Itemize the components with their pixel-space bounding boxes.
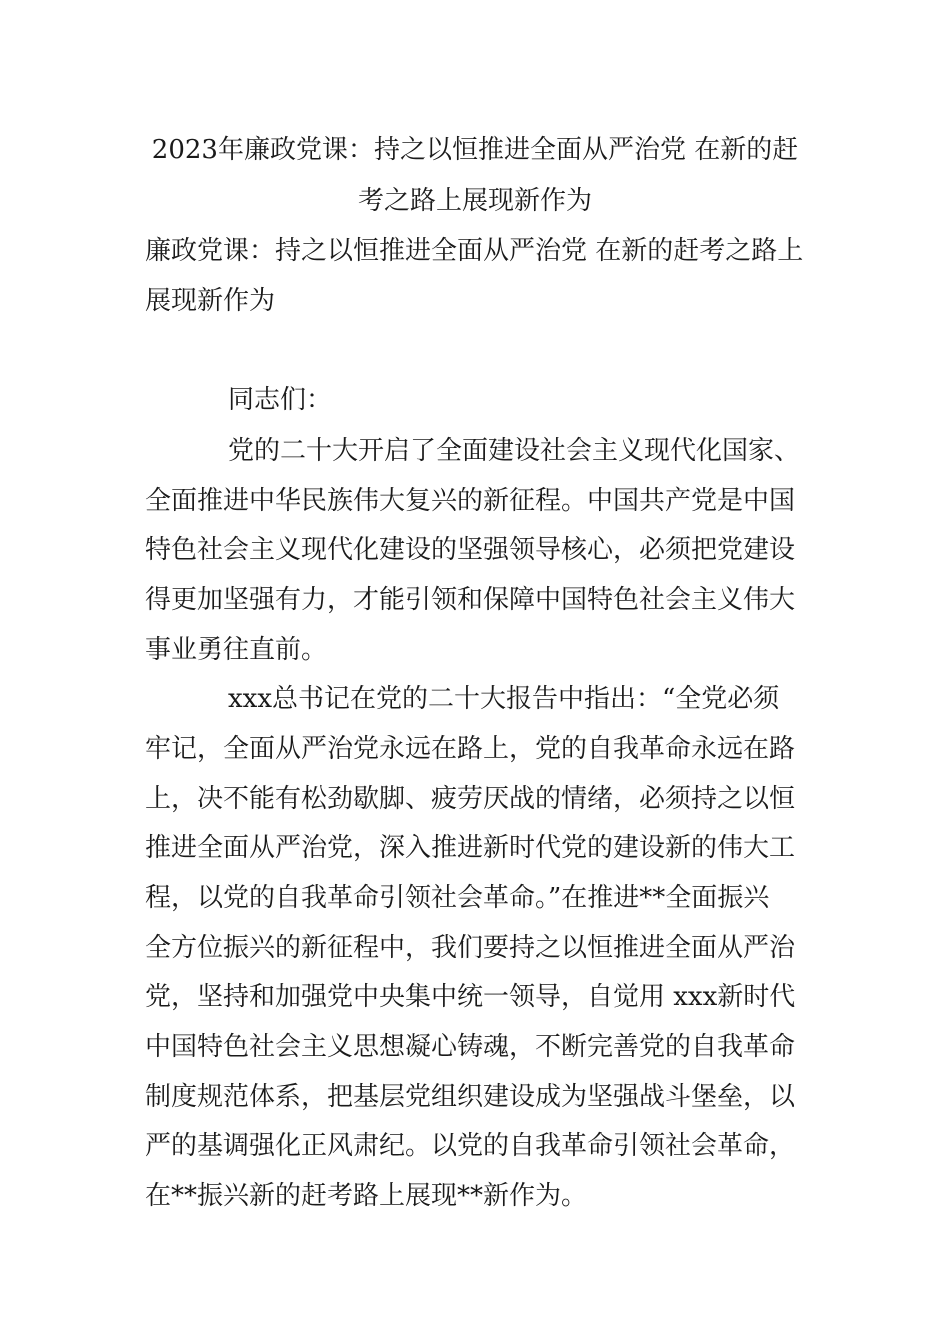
paragraph-2-line-4: 推进全面从严治党，深入推进新时代党的建设新的伟大工 bbox=[145, 833, 796, 863]
paragraph-2-line-7: 党，坚持和加强党中央集中统一领导，自觉用 xxx新时代 bbox=[145, 982, 796, 1012]
paragraph-2-line-10: 严的基调强化正风肃纪。以党的自我革命引领社会革命， bbox=[145, 1131, 796, 1161]
subtitle-line-2: 展现新作为 bbox=[145, 286, 276, 316]
paragraph-2-line-5: 程，以党的自我革命引领社会革命。”在推进**全面振兴 bbox=[145, 883, 770, 913]
paragraph-2-line-8: 中国特色社会主义思想凝心铸魂，不断完善党的自我革命 bbox=[145, 1032, 796, 1062]
paragraph-1-line-2: 全面推进中华民族伟大复兴的新征程。中国共产党是中国 bbox=[145, 486, 796, 516]
paragraph-2-line-6: 全方位振兴的新征程中，我们要持之以恒推进全面从严治 bbox=[145, 933, 796, 963]
paragraph-2-line-1: xxx总书记在党的二十大报告中指出：“全党必须 bbox=[228, 684, 780, 714]
paragraph-1-line-1: 党的二十大开启了全面建设社会主义现代化国家、 bbox=[228, 436, 801, 466]
subtitle-line-1: 廉政党课：持之以恒推进全面从严治党 在新的赶考之路上 bbox=[145, 236, 804, 266]
document-title-line-2: 考之路上展现新作为 bbox=[357, 186, 592, 216]
paragraph-2-line-9: 制度规范体系，把基层党组织建设成为坚强战斗堡垒，以 bbox=[145, 1082, 796, 1112]
document-title-line-1: 2023年廉政党课：持之以恒推进全面从严治党 在新的赶 bbox=[151, 135, 799, 165]
paragraph-1-line-4: 得更加坚强有力，才能引领和保障中国特色社会主义伟大 bbox=[145, 585, 796, 615]
paragraph-2-line-3: 上，决不能有松劲歇脚、疲劳厌战的情绪，必须持之以恒 bbox=[145, 784, 796, 814]
salutation: 同志们： bbox=[228, 385, 333, 415]
paragraph-2-line-11: 在**振兴新的赶考路上展现**新作为。 bbox=[145, 1181, 588, 1211]
paragraph-2-line-2: 牢记，全面从严治党永远在路上，党的自我革命永远在路 bbox=[145, 734, 796, 764]
paragraph-1-line-3: 特色社会主义现代化建设的坚强领导核心，必须把党建设 bbox=[145, 535, 796, 565]
paragraph-1-line-5: 事业勇往直前。 bbox=[145, 635, 328, 665]
